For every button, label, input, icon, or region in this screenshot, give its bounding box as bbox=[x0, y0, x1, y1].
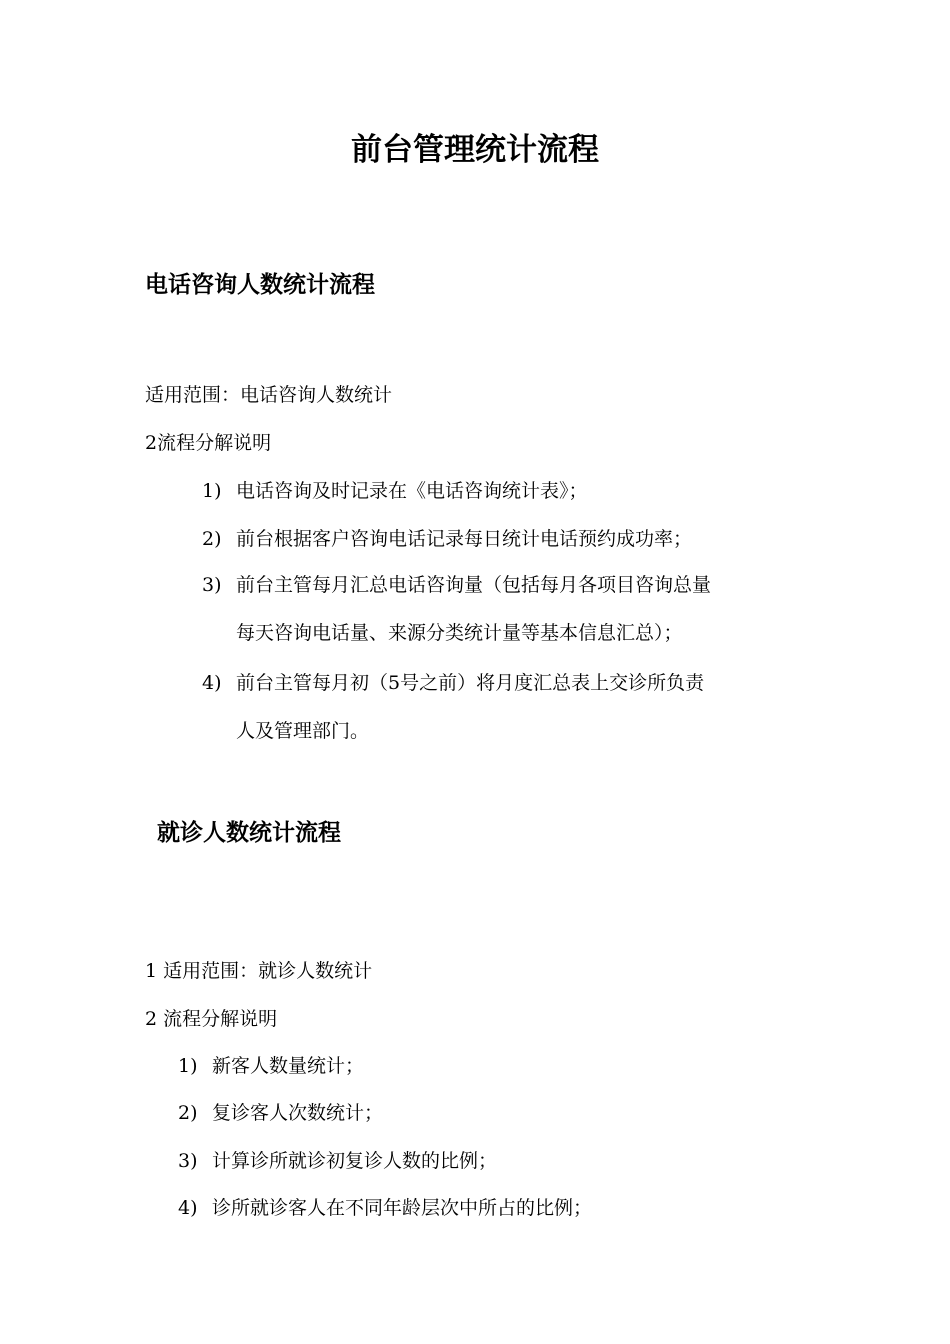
scope-text: 1 适用范围：就诊人数统计 bbox=[145, 960, 373, 982]
scope-text: 适用范围：电话咨询人数统计 bbox=[145, 384, 393, 406]
list-item-text: 电话咨询及时记录在《电话咨询统计表》； bbox=[236, 480, 588, 502]
list-item-text: 新客人数量统计； bbox=[212, 1055, 365, 1077]
page-title: 前台管理统计流程 bbox=[351, 132, 599, 168]
list-item-number: 4) bbox=[202, 672, 222, 694]
list-item-number: 3) bbox=[202, 574, 222, 596]
list-item-text: 计算诊所就诊初复诊人数的比例； bbox=[212, 1150, 498, 1172]
list-item-number: 4) bbox=[178, 1197, 198, 1219]
breakdown-heading: 2流程分解说明 bbox=[145, 432, 272, 454]
list-item-number: 2) bbox=[202, 528, 222, 550]
list-item-number: 2) bbox=[178, 1102, 198, 1124]
list-item-number: 3) bbox=[178, 1150, 198, 1172]
list-item-number: 1) bbox=[202, 480, 222, 502]
list-item-text: 诊所就诊客人在不同年龄层次中所占的比例； bbox=[212, 1197, 593, 1219]
list-item-number: 1) bbox=[178, 1055, 198, 1077]
section-heading-phone-consult: 电话咨询人数统计流程 bbox=[145, 272, 375, 298]
section-heading-visit-count: 就诊人数统计流程 bbox=[157, 820, 341, 846]
list-item-text: 前台主管每月汇总电话咨询量（包括每月各项目咨询总量 bbox=[236, 574, 712, 596]
list-item-text: 前台主管每月初（5号之前）将月度汇总表上交诊所负责 bbox=[236, 672, 705, 694]
list-item-continuation: 每天咨询电话量、来源分类统计量等基本信息汇总）； bbox=[236, 622, 683, 644]
list-item-text: 前台根据客户咨询电话记录每日统计电话预约成功率； bbox=[236, 528, 693, 550]
list-item-continuation: 人及管理部门。 bbox=[236, 720, 370, 742]
list-item-text: 复诊客人次数统计； bbox=[212, 1102, 384, 1124]
breakdown-heading: 2 流程分解说明 bbox=[145, 1008, 278, 1030]
